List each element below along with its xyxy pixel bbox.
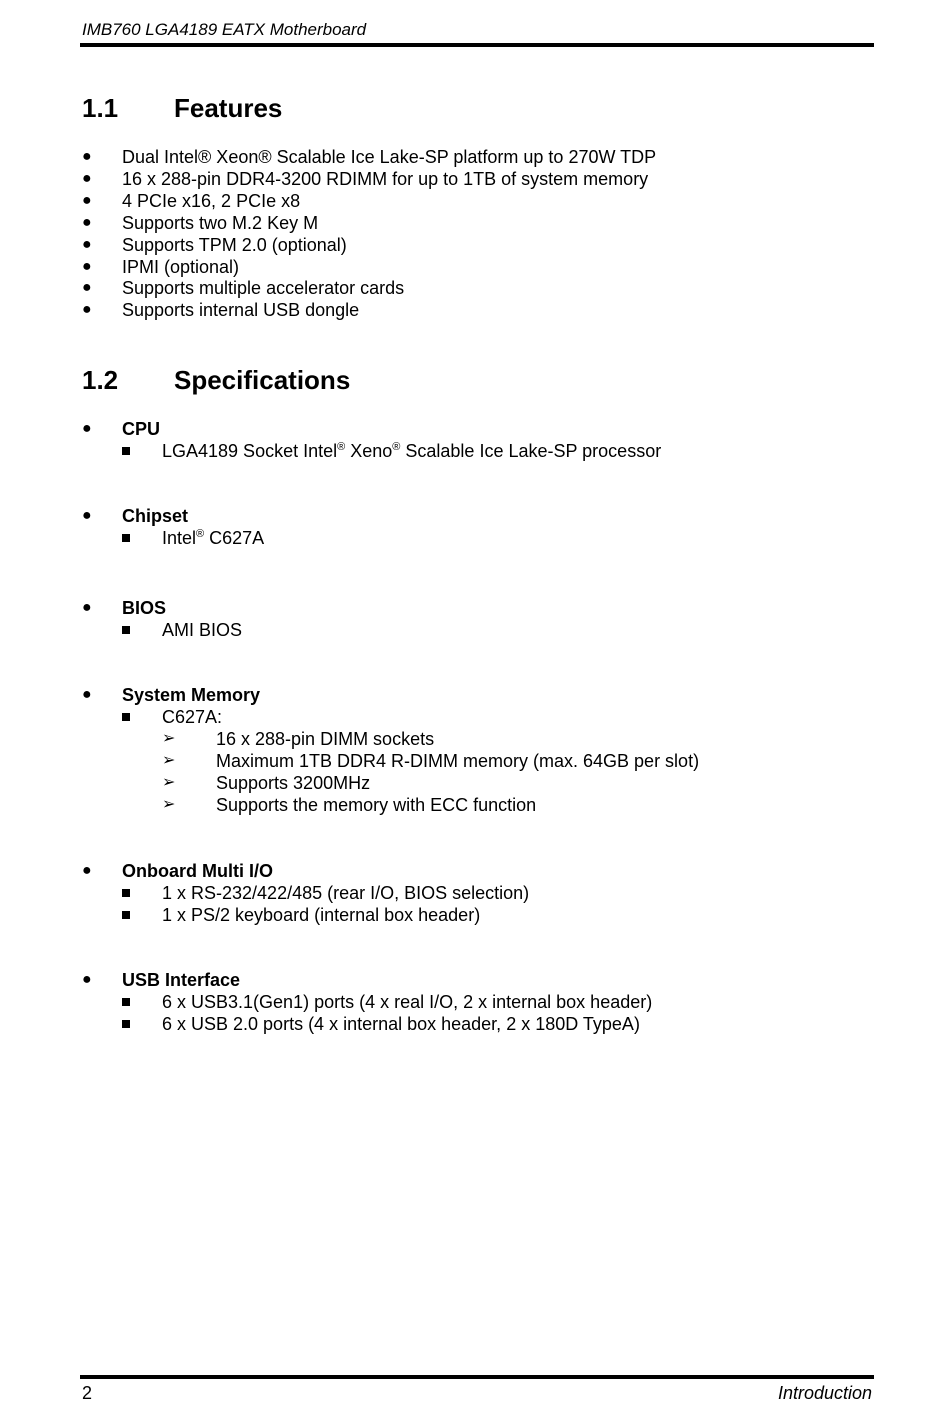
section-title: Features xyxy=(174,93,283,123)
bullet-icon: ● xyxy=(82,862,92,879)
footer-section-title: Introduction xyxy=(777,1383,872,1403)
bullet-icon: ● xyxy=(82,214,92,231)
arrow-bullet-icon: ➢ xyxy=(162,752,176,769)
feature-item: 4 PCIe x16, 2 PCIe x8 xyxy=(122,191,301,211)
section-heading-specifications xyxy=(82,365,350,396)
section-number: 1.1 xyxy=(82,93,119,123)
bullet-icon: ● xyxy=(82,301,92,318)
bullet-icon: ● xyxy=(82,279,92,296)
section-title: Specifications xyxy=(174,365,351,395)
feature-item: IPMI (optional) xyxy=(122,257,240,277)
spec-subitem-memory: Supports the memory with ECC function xyxy=(216,795,537,815)
spec-item-cpu: LGA4189 Socket Intel® Xeno® Scalable Ice Lake-SP processor xyxy=(162,441,662,461)
spec-title-usb: USB Interface xyxy=(122,970,241,990)
spec-title-cpu: CPU xyxy=(122,419,161,439)
square-bullet-icon xyxy=(122,911,130,919)
feature-item: Supports internal USB dongle xyxy=(122,300,360,320)
spec-title-memory: System Memory xyxy=(122,685,261,705)
section-number: 1.2 xyxy=(82,365,119,395)
bullet-icon: ● xyxy=(82,686,92,703)
square-bullet-icon xyxy=(122,1020,130,1028)
square-bullet-icon xyxy=(122,447,130,455)
square-bullet-icon xyxy=(122,998,130,1006)
square-bullet-icon xyxy=(122,534,130,542)
bullet-icon: ● xyxy=(82,258,92,275)
bullet-icon: ● xyxy=(82,971,92,988)
spec-item-multi-io: 1 x RS-232/422/485 (rear I/O, BIOS selection) xyxy=(162,883,530,903)
feature-item: Supports multiple accelerator cards xyxy=(122,278,405,298)
bullet-icon: ● xyxy=(82,507,92,524)
bullet-icon: ● xyxy=(82,599,92,616)
spec-item-bios: AMI BIOS xyxy=(162,620,243,640)
feature-item: Dual Intel® Xeon® Scalable Ice Lake-SP platform up to 270W TDP xyxy=(122,147,657,167)
spec-subitem-memory: 16 x 288-pin DIMM sockets xyxy=(216,729,435,749)
spec-item-usb: 6 x USB 2.0 ports (4 x internal box header, 2 x 180D TypeA) xyxy=(162,1014,640,1034)
square-bullet-icon xyxy=(122,626,130,634)
header-title: IMB760 LGA4189 EATX Motherboard xyxy=(82,20,367,39)
section-heading-features xyxy=(82,93,282,124)
bullet-icon: ● xyxy=(82,192,92,209)
spec-subitem-memory: Maximum 1TB DDR4 R-DIMM memory (max. 64GB per slot) xyxy=(216,751,700,771)
feature-item: 16 x 288-pin DDR4-3200 RDIMM for up to 1TB of system memory xyxy=(122,169,649,189)
spec-title-multi-io: Onboard Multi I/O xyxy=(122,861,273,881)
arrow-bullet-icon: ➢ xyxy=(162,774,176,791)
bullet-icon: ● xyxy=(82,170,92,187)
bullet-icon: ● xyxy=(82,148,92,165)
spec-title-chipset: Chipset xyxy=(122,506,189,526)
bullet-icon: ● xyxy=(82,420,92,437)
bullet-icon: ● xyxy=(82,236,92,253)
feature-item: Supports two M.2 Key M xyxy=(122,213,319,233)
spec-item-usb: 6 x USB3.1(Gen1) ports (4 x real I/O, 2 x internal box header) xyxy=(162,992,653,1012)
spec-item-memory: C627A: xyxy=(162,707,223,727)
arrow-bullet-icon: ➢ xyxy=(162,730,176,747)
square-bullet-icon xyxy=(122,889,130,897)
feature-item: Supports TPM 2.0 (optional) xyxy=(122,235,347,255)
spec-title-bios: BIOS xyxy=(122,598,167,618)
header-rule xyxy=(80,43,874,47)
spec-item-multi-io: 1 x PS/2 keyboard (internal box header) xyxy=(162,905,481,925)
page-number: 2 xyxy=(82,1383,93,1403)
square-bullet-icon xyxy=(122,713,130,721)
spec-item-chipset: Intel® C627A xyxy=(162,528,265,548)
arrow-bullet-icon: ➢ xyxy=(162,796,176,813)
spec-subitem-memory: Supports 3200MHz xyxy=(216,773,371,793)
footer-rule xyxy=(80,1375,874,1379)
